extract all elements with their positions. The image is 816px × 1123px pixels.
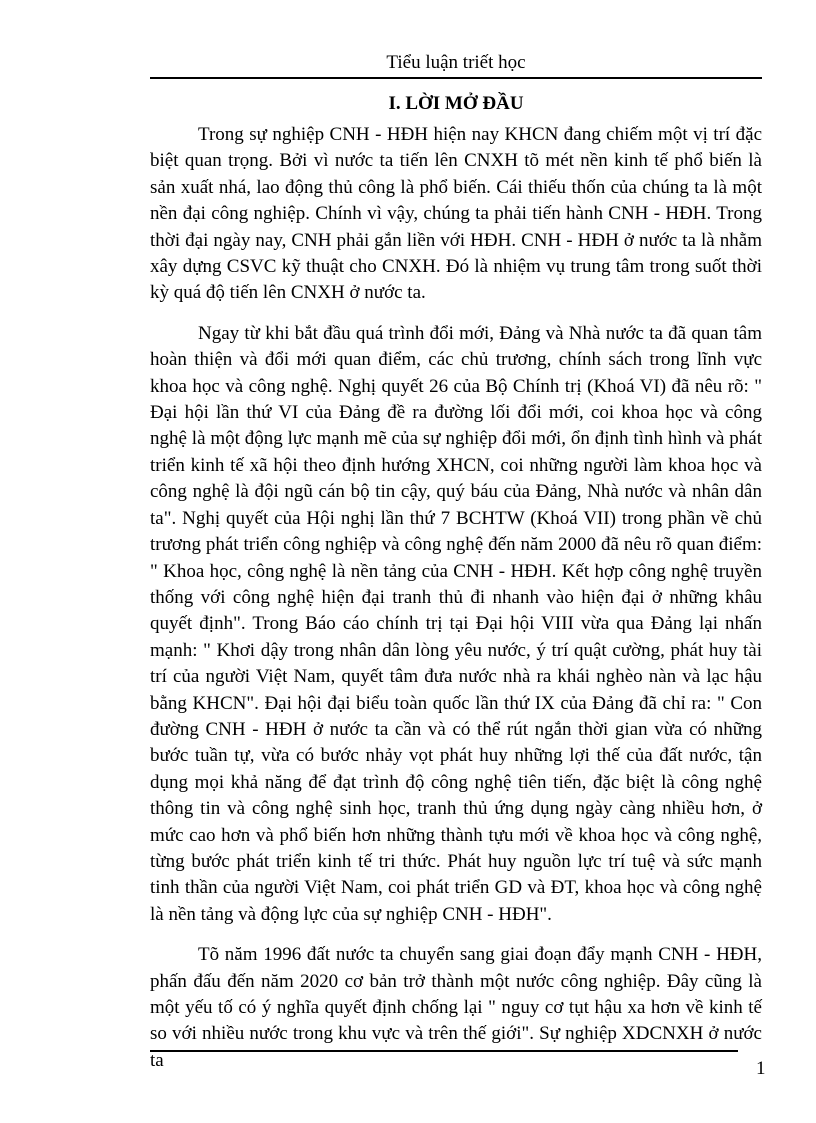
section-heading: I. LỜI MỞ ĐẦU: [388, 93, 524, 114]
footer-divider: [150, 1050, 738, 1052]
paragraph-2: Ngay từ khi bắt đầu quá trình đổi mới, Đảng và Nhà nước ta đã quan tâm hoàn thiện và đổi mới quan điểm, các chủ trương, chính sách trong lĩnh vực khoa học và công nghệ. Nghị quyết 26 của Bộ Chính trị (Khoá VI) đã nêu rõ: " Đại hội lần thứ VI của Đảng đề ra đường lối đổi mới, coi khoa học và công nghệ là một động lực mạnh mẽ của sự nghiệp đổi mới, ổn định tình hình và phát triển kinh tế xã hội theo định hướng XHCN, coi những người làm khoa học và công nghệ là đội ngũ cán bộ tin cậy, quý báu của Đảng, Nhà nước và nhân dân ta". Nghị quyết của Hội nghị lần thứ 7 BCHTW (Khoá VII) trong phần về chủ trương phát triển công nghiệp và công nghệ đến năm 2000 đã nêu rõ quan điểm: " Khoa học, công nghệ là nền tảng của CNH - HĐH. Kết hợp công nghệ truyền thống với công nghệ hiện đại tranh thủ đi nhanh vào hiện đại ở những khâu quyết định". Trong Báo cáo chính trị tại Đại hội VIII vừa qua Đảng lại nhấn mạnh: " Khơi dậy trong nhân dân lòng yêu nước, ý trí quật cường, phát huy tài trí của người Việt Nam, quyết tâm đưa nước nhà ra khái nghèo nàn và lạc hậu bằng KHCN". Đại hội đại biểu toàn quốc lần thứ IX của Đảng đã chỉ ra: " Con đường CNH - HĐH ở nước ta cần và có thể rút ngắn thời gian vừa có những bước tuần tự, vừa có bước nhảy vọt phát huy những lợi thế của đất nước, tận dụng mọi khả năng để đạt trình độ công nghệ tiên tiến, đặc biệt là công nghệ thông tin và công nghệ sinh học, tranh thủ ứng dụng ngày càng nhiều hơn, ở mức cao hơn và phổ biến hơn những thành tựu mới về khoa học và công nghệ, từng bước phát triển kinh tế tri thức. Phát huy nguồn lực trí tuệ và sức mạnh tinh thần của người Việt Nam, coi phát triển GD và ĐT, khoa học và công nghệ là nền tảng và động lực của sự nghiệp CNH - HĐH".: [150, 322, 762, 925]
page-number: 1: [756, 1058, 766, 1079]
paragraph-1: Trong sự nghiệp CNH - HĐH hiện nay KHCN đang chiếm một vị trí đặc biệt quan trọng. Bởi vì nước ta tiến lên CNXH tõ mét nền kinh tế phổ biến là sản xuất nhá, lao động thủ công là phổ biến. Cái thiếu thốn của chúng ta là một nền đại công nghiệp. Chính vì vậy, chúng ta phải tiến hành CNH - HĐH. Trong thời đại ngày nay, CNH phải gắn liền với HĐH. CNH - HĐH ở nước ta là nhằm xây dựng CSVC kỹ thuật cho CNXH. Đó là nhiệm vụ trung tâm trong suốt thời kỳ quá độ tiến lên CNXH ở nước ta.: [150, 124, 762, 304]
running-header-title: Tiểu luận triết học: [386, 52, 526, 73]
header-divider: [150, 77, 762, 79]
paragraph-3: Tõ năm 1996 đất nước ta chuyển sang giai đoạn đẩy mạnh CNH - HĐH, phấn đấu đến năm 2020 cơ bản trở thành một nước công nghiệp. Đây cũng là một yếu tố có ý nghĩa quyết định chống lại " nguy cơ tụt hậu xa hơn về kinh tế so với nhiều nước trong khu vực và trên thế giới". Sự nghiệp XDCNXH ở nước ta: [150, 944, 762, 1071]
body-text: [150, 122, 762, 1088]
